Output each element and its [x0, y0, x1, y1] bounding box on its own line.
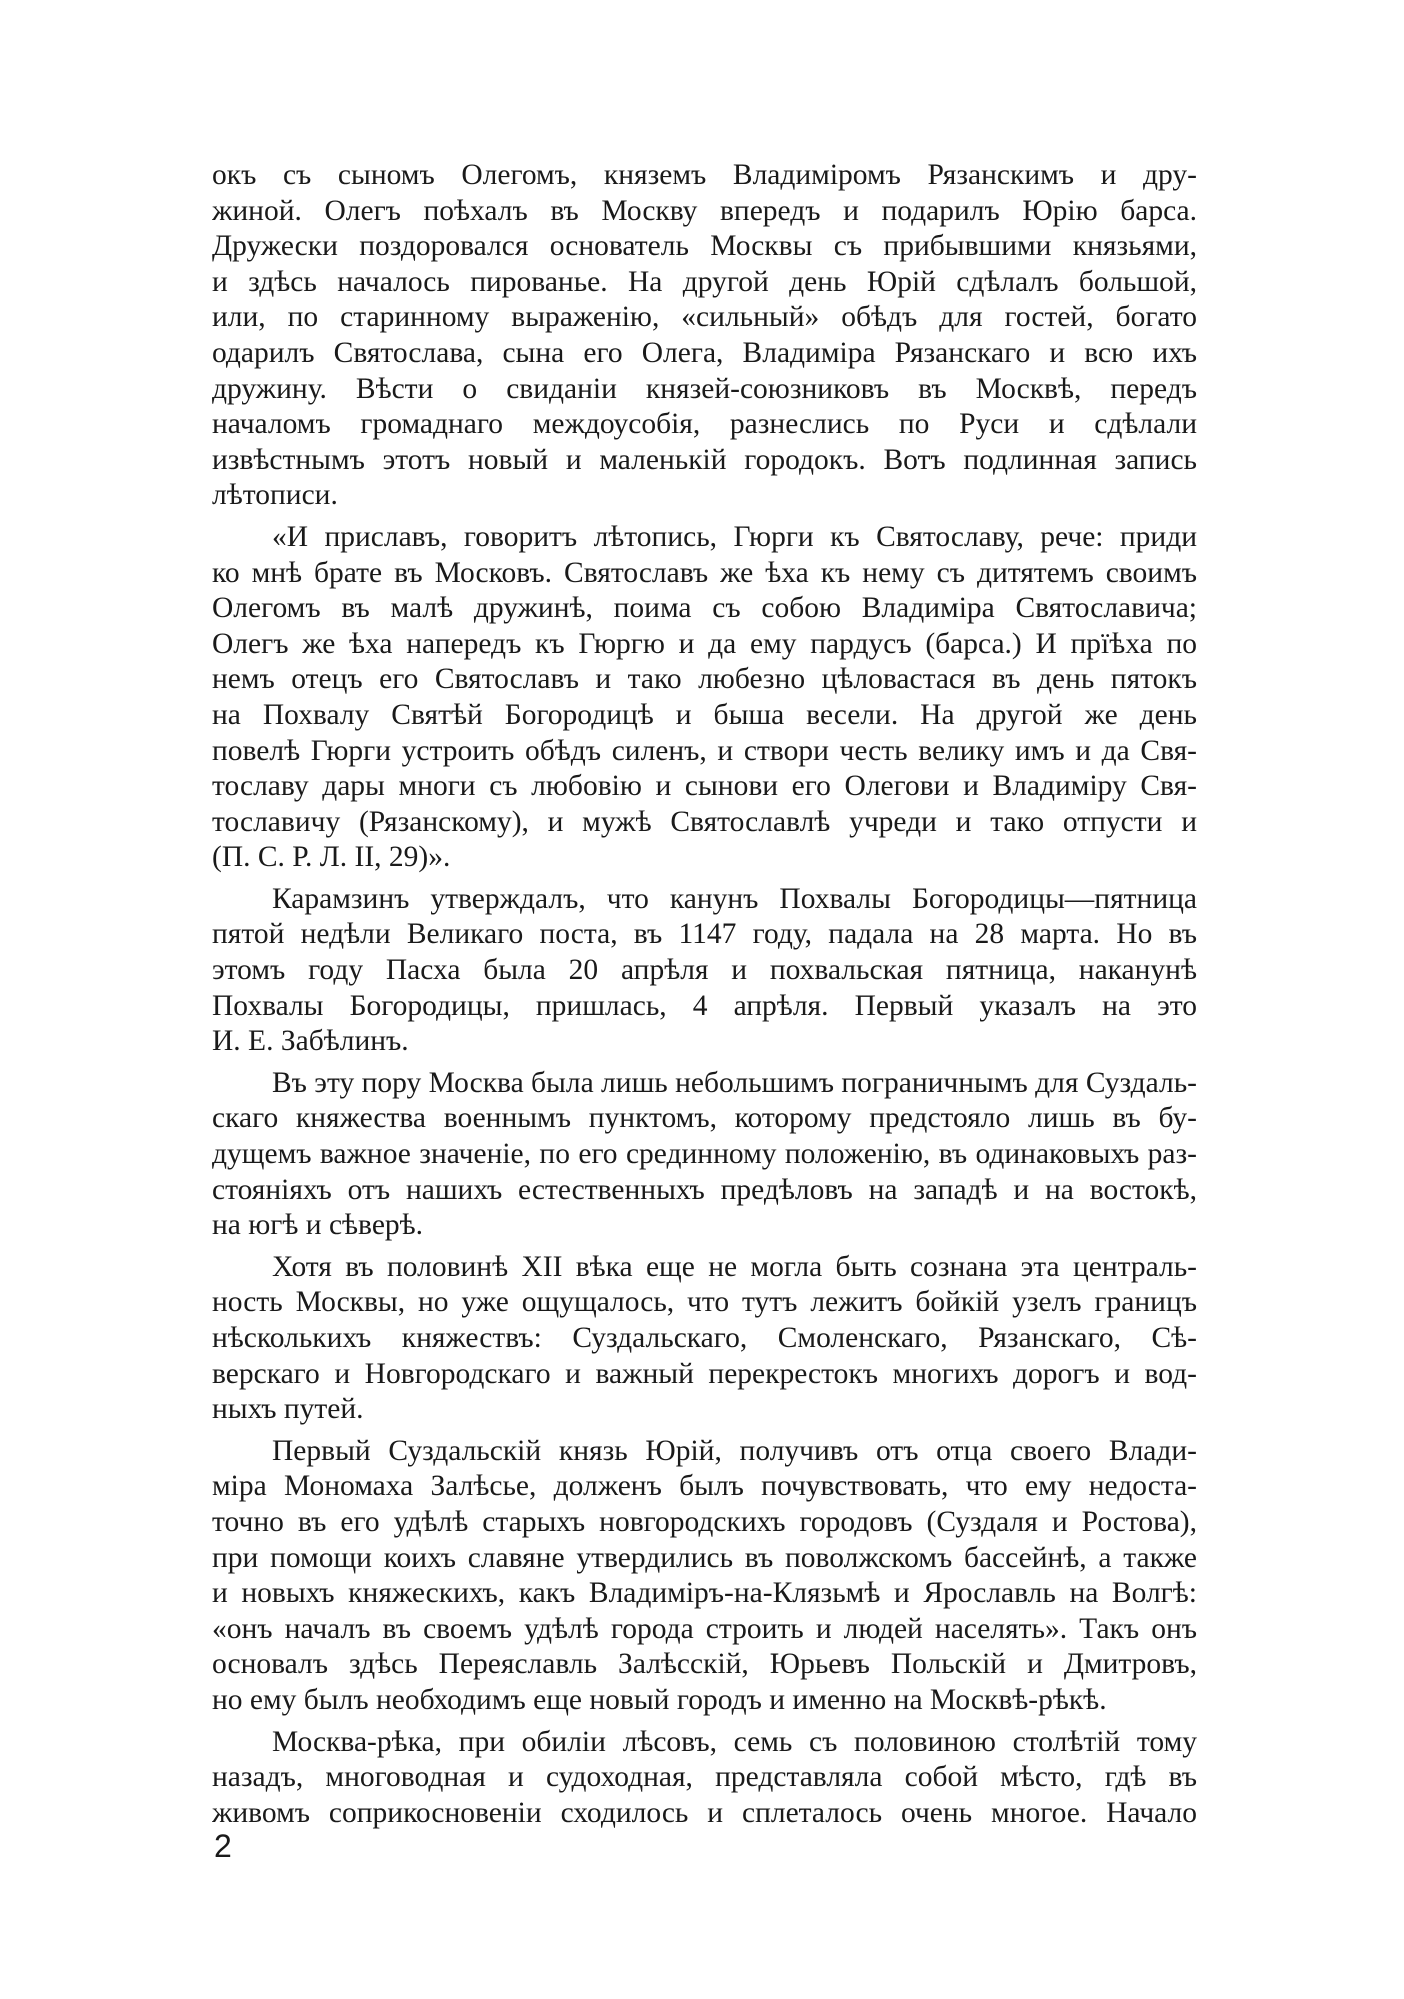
text-line: жиной. Олегъ поѣхалъ въ Москву впередъ и подарилъ Юрію барса. — [212, 194, 1197, 227]
text-line: скаго княжества военнымъ пунктомъ, которому предстояло лишь въ бу- — [212, 1102, 1197, 1135]
text-line: но ему былъ необходимъ еще новый городъ и именно на Москвѣ-рѣкѣ. — [212, 1683, 1107, 1716]
text-line: Первый Суздальскій князь Юрій, получивъ отъ отца своего Влади- — [272, 1434, 1197, 1467]
text-line: Похвалы Богородицы, пришлась, 4 апрѣля. Первый указалъ на это — [212, 989, 1197, 1022]
text-line: одарилъ Святослава, сына его Олега, Владиміра Рязанскаго и всю ихъ — [212, 336, 1197, 369]
text-line: тославичу (Рязанскому), и мужѣ Святославлѣ учреди и тако отпусти и — [212, 805, 1197, 838]
paragraph-7 — [212, 1725, 1197, 1832]
paragraph-6 — [212, 1434, 1197, 1719]
text-line: повелѣ Гюрги устроить обѣдъ силенъ, и створи честь велику имъ и да Свя- — [212, 734, 1197, 767]
text-line: верскаго и Новгородскаго и важный перекрестокъ многихъ дорогъ и вод- — [212, 1357, 1197, 1390]
text-line: лѣтописи. — [212, 479, 338, 512]
paragraph-4 — [212, 1066, 1197, 1244]
text-line: Хотя въ половинѣ XII вѣка еще не могла быть сознана эта централь- — [272, 1250, 1197, 1283]
text-line: міра Мономаха Залѣсье, долженъ былъ почувствовать, что ему недоста- — [212, 1470, 1197, 1503]
text-line: ность Москвы, но уже ощущалось, что тутъ лежитъ бойкій узелъ границъ — [212, 1286, 1197, 1319]
text-line: началомъ громаднаго междоусобія, разнеслись по Руси и сдѣлали — [212, 408, 1197, 441]
paragraph-5 — [212, 1250, 1197, 1428]
paragraph-1 — [212, 158, 1197, 514]
text-line: основалъ здѣсь Переяславль Залѣсскій, Юрьевъ Польскій и Дмитровъ, — [212, 1648, 1197, 1681]
text-line: тославу дары многи съ любовію и сынови его Олегови и Владиміру Свя- — [212, 770, 1197, 803]
page-body — [212, 158, 1197, 1837]
text-line: этомъ году Пасха была 20 апрѣля и похвальская пятница, наканунѣ — [212, 954, 1197, 987]
text-line: И. Е. Забѣлинъ. — [212, 1025, 409, 1058]
text-line: назадъ, многоводная и судоходная, представляла собой мѣсто, гдѣ въ — [212, 1761, 1197, 1794]
text-line: ныхъ путей. — [212, 1393, 364, 1426]
text-line: окъ съ сыномъ Олегомъ, княземъ Владиміромъ Рязанскимъ и дру- — [212, 159, 1197, 191]
text-line: стояніяхъ отъ нашихъ естественныхъ предѣловъ на западѣ и на востокѣ, — [212, 1173, 1197, 1206]
text-line: Дружески поздоровался основатель Москвы съ прибывшими князьями, — [212, 230, 1197, 263]
text-line: немъ отецъ его Святославъ и тако любезно цѣловастася въ день пятокъ — [212, 663, 1197, 696]
text-line: нѣсколькихъ княжествъ: Суздальскаго, Смоленскаго, Рязанскаго, Сѣ- — [212, 1322, 1197, 1354]
text-line: Въ эту пору Москва была лишь небольшимъ пограничнымъ для Суздаль- — [272, 1066, 1197, 1099]
text-line: дружину. Вѣсти о свиданіи князей-союзниковъ въ Москвѣ, передъ — [212, 372, 1197, 405]
text-line: «И приславъ, говоритъ лѣтопись, Гюрги къ Святославу, рече: приди — [272, 520, 1197, 553]
text-line: и здѣсь началось пированье. На другой день Юрій сдѣлалъ большой, — [212, 265, 1197, 298]
text-line: Карамзинъ утверждалъ, что канунъ Похвалы Богородицы—пятница — [272, 882, 1197, 915]
text-line: «онъ началъ въ своемъ удѣлѣ города строить и людей населять». Такъ онъ — [212, 1612, 1197, 1645]
text-line: живомъ соприкосновеніи сходилось и сплеталось очень многое. Начало — [212, 1796, 1197, 1829]
text-line: Олегъ же ѣха напередъ къ Гюргю и да ему пардусъ (барса.) И прїѣха по — [212, 627, 1197, 660]
paragraph-3 — [212, 882, 1197, 1060]
text-line: Олегомъ въ малѣ дружинѣ, поима съ собою Владиміра Святославича; — [212, 592, 1197, 625]
text-line: на югѣ и сѣверѣ. — [212, 1209, 424, 1242]
page-number: 2 — [214, 1828, 232, 1864]
text-line: Москва-рѣка, при обиліи лѣсовъ, семь съ половиною столѣтій тому — [272, 1725, 1197, 1758]
text-line: при помощи коихъ славяне утвердились въ поволжскомъ бассейнѣ, а также — [212, 1541, 1197, 1574]
text-line: точно въ его удѣлѣ старыхъ новгородскихъ городовъ (Суздаля и Ростова), — [212, 1505, 1197, 1538]
paragraph-2-chronicle-quote — [212, 520, 1197, 876]
text-line: на Похвалу Святѣй Богородицѣ и быша весели. На другой же день — [212, 698, 1197, 731]
text-line: ко мнѣ брате въ Московъ. Святославъ же ѣха къ нему съ дитятемъ своимъ — [212, 556, 1197, 589]
text-line: и новыхъ княжескихъ, какъ Владиміръ-на-Клязьмѣ и Ярославль на Волгѣ: — [212, 1577, 1197, 1610]
text-line: дущемъ важное значеніе, по его срединному положенію, въ одинаковыхъ раз- — [212, 1138, 1197, 1171]
text-line: (П. С. Р. Л. II, 29)». — [212, 841, 451, 874]
text-line: или, по старинному выраженію, «сильный» обѣдъ для гостей, богато — [212, 301, 1197, 334]
text-line: извѣстнымъ этотъ новый и маленькій городокъ. Вотъ подлинная запись — [212, 443, 1197, 476]
text-line: пятой недѣли Великаго поста, въ 1147 году, падала на 28 марта. Но въ — [212, 918, 1197, 951]
